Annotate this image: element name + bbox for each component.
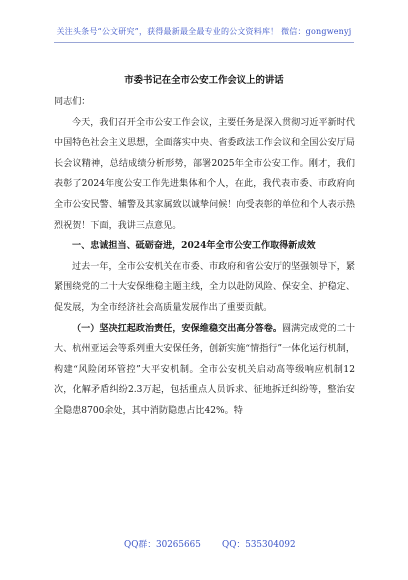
- subsection-1-text: 圆满完成党的二十大、杭州亚运会等系列重大安保任务，创新实施“情指行”一体化运行机制，构建“风险闭环管控”大平安机制。全市公安机关启动高等级响应机制12次，化解矛盾纠纷2.3万起，包括重点人员诉求、征地拆迁纠纷等，整治安全隐患8700余处，其中消防隐患占比42%。特: [54, 323, 355, 416]
- section-heading-1: 一、忠诚担当、砥砺奋进，2024年全市公安工作取得新成效: [72, 240, 316, 252]
- subsection-heading-1: （一）坚决扛起政治责任，安保维稳交出高分答卷。: [72, 322, 282, 334]
- footer-qq-contact: QQ：535304092: [222, 540, 296, 550]
- salutation: 同志们：: [54, 97, 91, 107]
- section-1-paragraph: 过去一年，全市公安机关在市委、市政府和省公安厅的坚强领导下，紧紧围绕党的二十大安保维稳主题主线，全力以赴防风险、保安全、护稳定、促发展，为全市经济社会高质量发展作出了重要贡献。: [54, 261, 355, 313]
- header-divider: [54, 42, 354, 43]
- document-title: 市委书记在全市公安工作会议上的讲话: [124, 75, 284, 86]
- header-notice: 关注头条号“公文研究”，获得最新最全最专业的公文资料库！ 微信：gongwenyj: [56, 27, 352, 36]
- document-body: [54, 92, 355, 422]
- subsection-1-paragraph: [54, 319, 355, 422]
- footer-qq-group: QQ群：30265665: [124, 540, 201, 550]
- intro-paragraph: 今天，我们召开全市公安工作会议，主要任务是深入贯彻习近平新时代中国特色社会主义思想，全面落实中央、省委政法工作会议和全国公安厅局长会议精神，总结成绩分析形势，部署2025年全市公安工作。刚才，我们表彰了2024年度公安工作先进集体和个人，在此，我代表市委、市政府向全市公安民警、辅警及其家属致以诚挚问候！向受表彰的单位和个人表示热烈祝贺！下面，我讲三点意见。: [54, 117, 355, 231]
